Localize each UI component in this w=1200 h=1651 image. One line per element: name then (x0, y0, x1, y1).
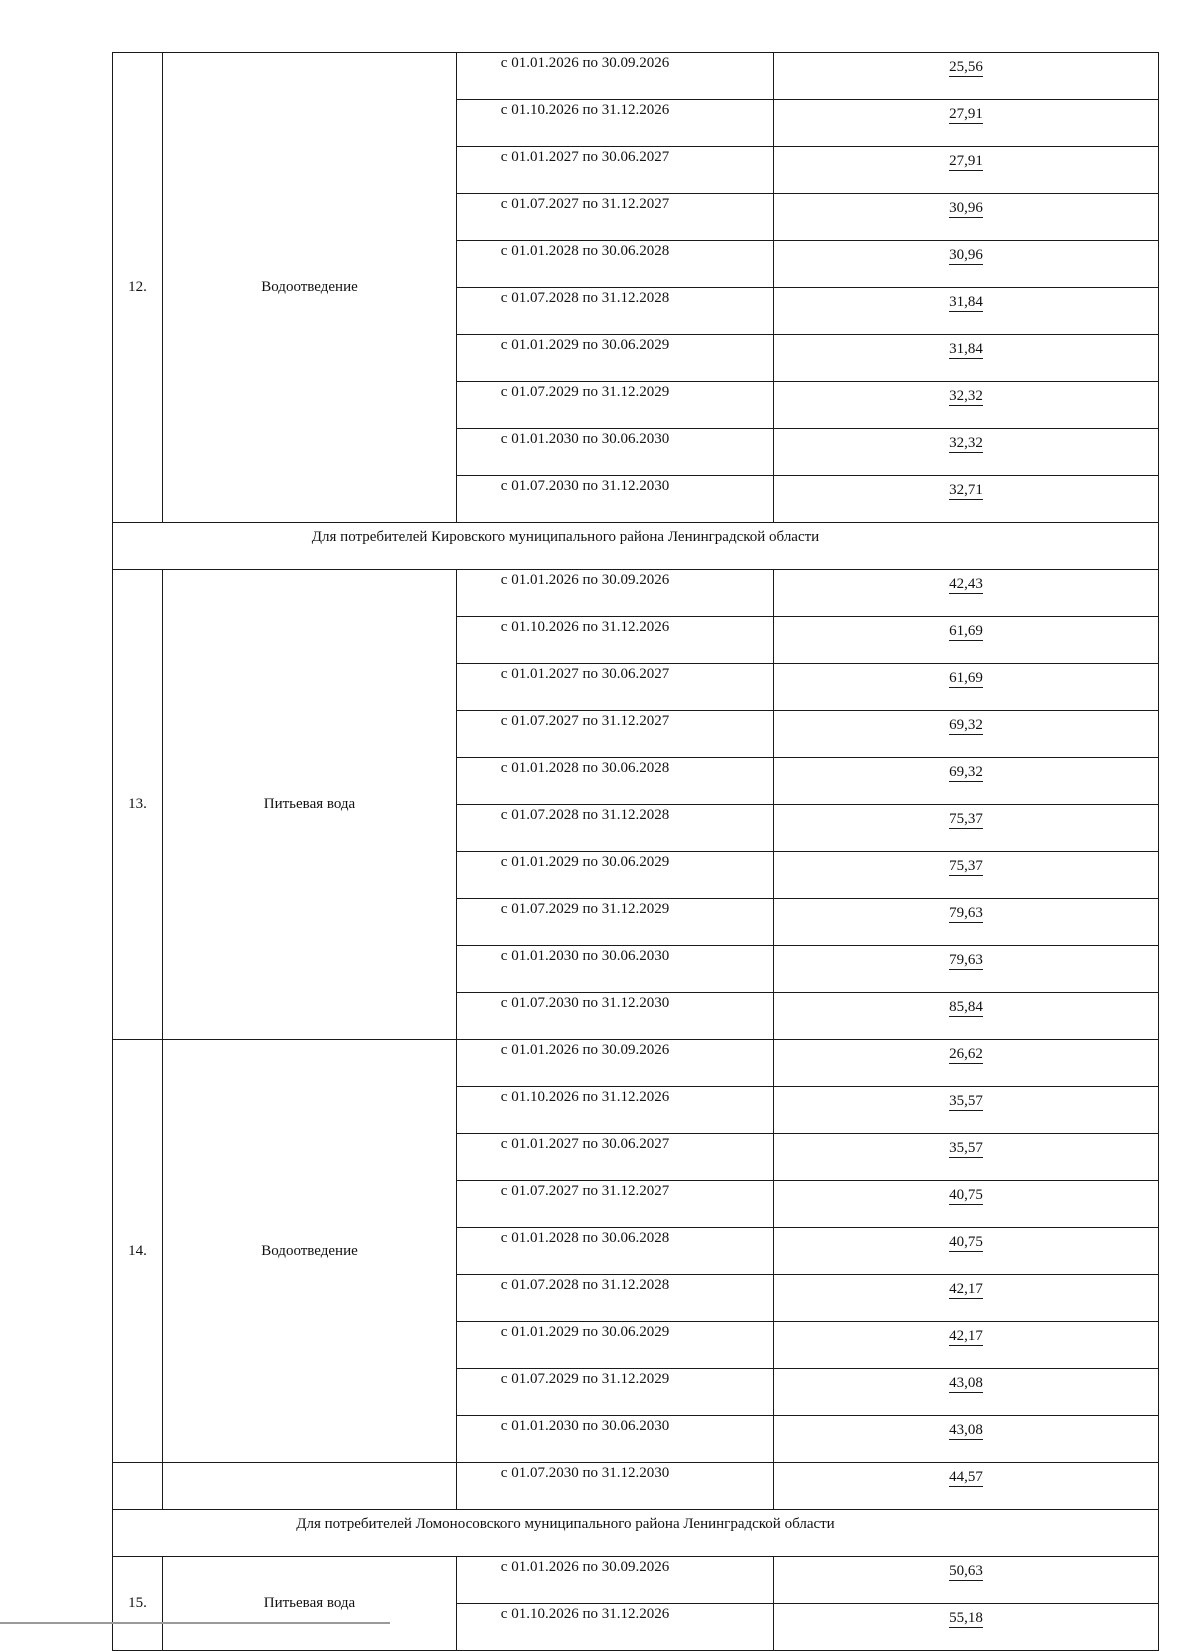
tariff-value: 69,32 (949, 717, 983, 733)
tariff-value: 26,62 (949, 1046, 983, 1062)
section-header-row (113, 523, 1159, 570)
tariff-value: 79,63 (949, 952, 983, 968)
tariff-value: 35,57 (949, 1140, 983, 1156)
tariff-value-cell (774, 335, 1159, 382)
tariff-value: 61,69 (949, 670, 983, 686)
period-cell: с 01.01.2026 по 30.09.2026 (457, 570, 774, 617)
period-cell: с 01.01.2028 по 30.06.2028 (457, 241, 774, 288)
period-cell: с 01.07.2027 по 31.12.2027 (457, 711, 774, 758)
period-cell: с 01.10.2026 по 31.12.2026 (457, 1087, 774, 1134)
tariff-value-cell (774, 1040, 1159, 1087)
period-cell: с 01.01.2027 по 30.06.2027 (457, 1134, 774, 1181)
tariff-value-cell (774, 1275, 1159, 1322)
section-header-row (113, 1510, 1159, 1557)
tariff-value-cell (774, 758, 1159, 805)
period-cell: с 01.01.2026 по 30.09.2026 (457, 1040, 774, 1087)
tariff-value: 32,32 (949, 435, 983, 451)
period-cell: с 01.07.2027 по 31.12.2027 (457, 194, 774, 241)
period-cell: с 01.07.2028 по 31.12.2028 (457, 1275, 774, 1322)
tariff-value-cell (774, 241, 1159, 288)
item-number (113, 1463, 163, 1510)
tariff-value-cell (774, 194, 1159, 241)
tariff-value: 40,75 (949, 1234, 983, 1250)
tariff-value-cell (774, 147, 1159, 194)
period-cell: с 01.07.2030 по 31.12.2030 (457, 1463, 774, 1510)
section-title: Для потребителей Кировского муниципального района Ленинградской области (113, 523, 1159, 570)
tariff-value-cell (774, 664, 1159, 711)
tariff-value: 40,75 (949, 1187, 983, 1203)
tariff-value-cell (774, 288, 1159, 335)
table-row (113, 570, 1159, 617)
tariff-value: 61,69 (949, 623, 983, 639)
tariff-value-cell (774, 711, 1159, 758)
item-number: 13. (113, 570, 163, 1040)
period-cell: с 01.01.2027 по 30.06.2027 (457, 147, 774, 194)
tariff-value-cell (774, 1557, 1159, 1604)
service-name: Водоотведение (163, 1040, 457, 1463)
period-cell: с 01.01.2030 по 30.06.2030 (457, 946, 774, 993)
tariff-value-cell (774, 1416, 1159, 1463)
tariff-value: 43,08 (949, 1422, 983, 1438)
tariff-value-cell (774, 429, 1159, 476)
item-number: 12. (113, 53, 163, 523)
tariff-value-cell (774, 53, 1159, 100)
tariff-value-cell (774, 1463, 1159, 1510)
service-name: Питьевая вода (163, 570, 457, 1040)
tariff-value: 75,37 (949, 858, 983, 874)
table-row (113, 1463, 1159, 1510)
tariff-value: 42,43 (949, 576, 983, 592)
table-row (113, 1557, 1159, 1604)
period-cell: с 01.01.2029 по 30.06.2029 (457, 335, 774, 382)
scan-edge-line (0, 1622, 390, 1624)
tariff-value-cell (774, 1369, 1159, 1416)
service-name (163, 1463, 457, 1510)
period-cell: с 01.01.2030 по 30.06.2030 (457, 429, 774, 476)
period-cell: с 01.01.2026 по 30.09.2026 (457, 53, 774, 100)
tariff-value-cell (774, 1604, 1159, 1651)
period-cell: с 01.01.2030 по 30.06.2030 (457, 1416, 774, 1463)
tariff-value: 44,57 (949, 1469, 983, 1485)
tariff-value: 32,32 (949, 388, 983, 404)
period-cell: с 01.01.2028 по 30.06.2028 (457, 758, 774, 805)
tariff-value-cell (774, 805, 1159, 852)
tariff-value-cell (774, 617, 1159, 664)
tariff-value: 85,84 (949, 999, 983, 1015)
period-cell: с 01.07.2029 по 31.12.2029 (457, 899, 774, 946)
tariff-value-cell (774, 476, 1159, 523)
period-cell: с 01.10.2026 по 31.12.2026 (457, 1604, 774, 1651)
period-cell: с 01.07.2029 по 31.12.2029 (457, 382, 774, 429)
tariff-value-cell (774, 1181, 1159, 1228)
tariff-value: 31,84 (949, 341, 983, 357)
tariff-value: 43,08 (949, 1375, 983, 1391)
service-name: Питьевая вода (163, 1557, 457, 1651)
tariff-value-cell (774, 382, 1159, 429)
tariff-value: 69,32 (949, 764, 983, 780)
period-cell: с 01.01.2027 по 30.06.2027 (457, 664, 774, 711)
item-number: 15. (113, 1557, 163, 1651)
tariff-value-cell (774, 1087, 1159, 1134)
tariff-value: 55,18 (949, 1610, 983, 1626)
tariff-value: 35,57 (949, 1093, 983, 1109)
tariff-value-cell (774, 899, 1159, 946)
tariff-value-cell (774, 1322, 1159, 1369)
period-cell: с 01.01.2029 по 30.06.2029 (457, 1322, 774, 1369)
tariff-value-cell (774, 946, 1159, 993)
tariff-value: 50,63 (949, 1563, 983, 1579)
tariff-table (112, 52, 1159, 1651)
tariff-value-cell (774, 570, 1159, 617)
tariff-value: 42,17 (949, 1328, 983, 1344)
service-name: Водоотведение (163, 53, 457, 523)
tariff-value: 75,37 (949, 811, 983, 827)
tariff-value: 30,96 (949, 200, 983, 216)
period-cell: с 01.07.2029 по 31.12.2029 (457, 1369, 774, 1416)
tariff-value-cell (774, 852, 1159, 899)
period-cell: с 01.01.2026 по 30.09.2026 (457, 1557, 774, 1604)
period-cell: с 01.10.2026 по 31.12.2026 (457, 100, 774, 147)
period-cell: с 01.01.2028 по 30.06.2028 (457, 1228, 774, 1275)
period-cell: с 01.07.2028 по 31.12.2028 (457, 288, 774, 335)
tariff-value: 25,56 (949, 59, 983, 75)
period-cell: с 01.10.2026 по 31.12.2026 (457, 617, 774, 664)
tariff-value-cell (774, 1228, 1159, 1275)
item-number: 14. (113, 1040, 163, 1463)
table-row (113, 1040, 1159, 1087)
tariff-value: 79,63 (949, 905, 983, 921)
period-cell: с 01.01.2029 по 30.06.2029 (457, 852, 774, 899)
tariff-value: 27,91 (949, 153, 983, 169)
table-row (113, 53, 1159, 100)
tariff-value: 27,91 (949, 106, 983, 122)
tariff-value: 32,71 (949, 482, 983, 498)
tariff-value-cell (774, 100, 1159, 147)
period-cell: с 01.07.2030 по 31.12.2030 (457, 993, 774, 1040)
tariff-value-cell (774, 993, 1159, 1040)
period-cell: с 01.07.2030 по 31.12.2030 (457, 476, 774, 523)
period-cell: с 01.07.2027 по 31.12.2027 (457, 1181, 774, 1228)
tariff-value: 31,84 (949, 294, 983, 310)
section-title: Для потребителей Ломоносовского муниципального района Ленинградской области (113, 1510, 1159, 1557)
tariff-value: 30,96 (949, 247, 983, 263)
tariff-value-cell (774, 1134, 1159, 1181)
tariff-value: 42,17 (949, 1281, 983, 1297)
period-cell: с 01.07.2028 по 31.12.2028 (457, 805, 774, 852)
